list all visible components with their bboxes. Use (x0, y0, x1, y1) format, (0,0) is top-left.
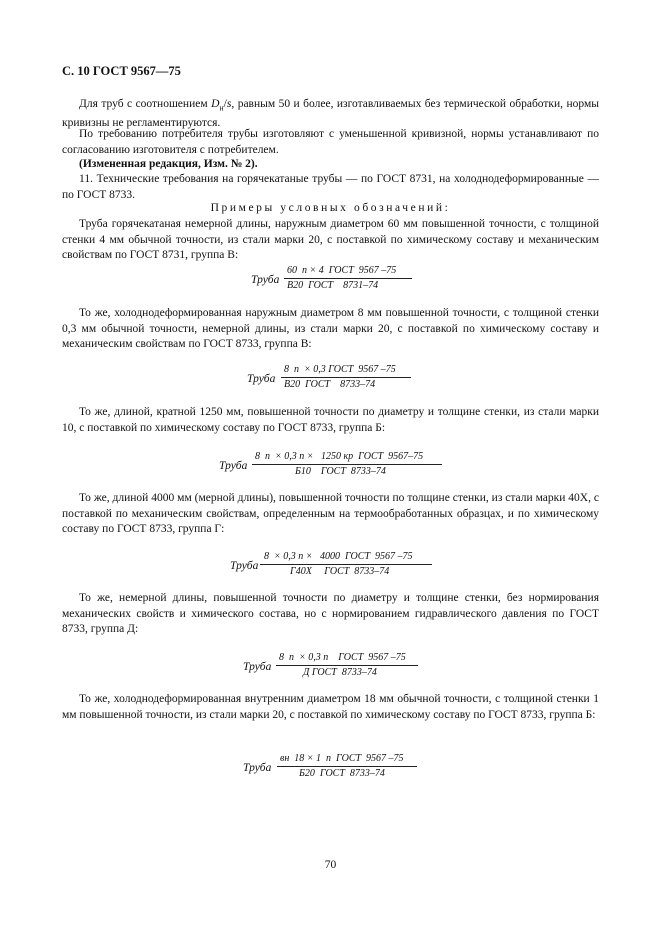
paragraph-ratio: Для труб с соотношением $D_н/s$, равным 50 и более, изготавливаемых без термической обработки, нормы кривизны не регламентируются. (62, 98, 599, 129)
designation-formula-3: Труба 8 п × 0,3 п × 1250 кр ГОСТ 9567–75 Б10 ГОСТ 8733–74 (219, 451, 449, 483)
designation-formula-5: Труба 8 п × 0,3 п ГОСТ 9567 –75 Д ГОСТ 8733–74 (243, 652, 423, 684)
paragraph-example-6: То же, холоднодеформированная внутренним диаметром 18 мм обычной точности, с толщиной стенки 1 мм повышенной точности, из стали марки 20, с поставкой по химическому составу по ГОСТ 8733, группа Б: (62, 693, 599, 721)
paragraph-example-2: То же, холоднодеформированная наружным диаметром 8 мм повышенной точности, с толщиной стенки 0,3 мм обычной точности, немерной длины, из стали марки 20, с поставкой по химическому составу и механическим свойствам по ГОСТ 8733, группа В: (62, 307, 599, 350)
paragraph-example-1: Труба горячекатаная немерной длины, наружным диаметром 60 мм повышенной точности, с толщиной стенки 4 мм обычной точности, из стали марки 20, с поставкой по химическому составу и механическим свойствам по ГОСТ 8731, группа В: (62, 218, 599, 261)
fraction-bar (277, 766, 417, 767)
page-header: С. 10 ГОСТ 9567—75 (62, 64, 181, 78)
paragraph-reduced-curvature: По требованию потребителя трубы изготовляют с уменьшенной кривизной, нормы устанавливают по согласованию изготовителя с потребителем. (62, 128, 599, 156)
designation-formula-1: Труба 60 п × 4 ГОСТ 9567 –75 В20 ГОСТ 8731–74 (251, 265, 421, 297)
paragraph-technical-requirements: 11. Технические требования на горячекатаные трубы — по ГОСТ 8731, на холоднодеформированные — по ГОСТ 8733. (62, 173, 599, 201)
page-number: 70 (324, 859, 337, 871)
fraction-bar (276, 665, 418, 666)
designation-formula-2: Труба 8 п × 0,3 ГОСТ 9567 –75 В20 ГОСТ 8733–74 (247, 364, 417, 396)
designation-formula-4: Труба 8 × 0,3 п × 4000 ГОСТ 9567 –75 Г40Х ГОСТ 8733–74 (230, 551, 440, 583)
paragraph-example-3: То же, длиной, кратной 1250 мм, повышенной точности по диаметру и толщине стенки, из стали марки 10, с поставкой по химическому составу по ГОСТ 8733, группа Б: (62, 406, 599, 434)
paragraph-example-5: То же, немерной длины, повышенной точности по диаметру и толщине стенки, без нормирования механических свойств и химического состава, но с нормированием гидравлического давления по ГОСТ 8733, группа Д: (62, 592, 599, 635)
fraction-bar (281, 377, 411, 378)
designation-formula-6: Труба вн 18 × 1 п ГОСТ 9567 –75 Б20 ГОСТ 8733–74 (243, 753, 423, 785)
fraction-bar (284, 278, 412, 279)
fraction-bar (252, 464, 442, 465)
paragraph-amendment: (Измененная редакция, Изм. № 2). (79, 158, 258, 170)
fraction-bar (260, 564, 432, 565)
paragraph-example-4: То же, длиной 4000 мм (мерной длины), повышенной точности по толщине стенки, из стали марки 40Х, с поставкой по механическим свойствам, определенным на термообработанных образцах, и по химическому составу по ГОСТ 8733, группа Г: (62, 492, 599, 535)
examples-heading: Примеры условных обозначений: (210, 202, 451, 214)
